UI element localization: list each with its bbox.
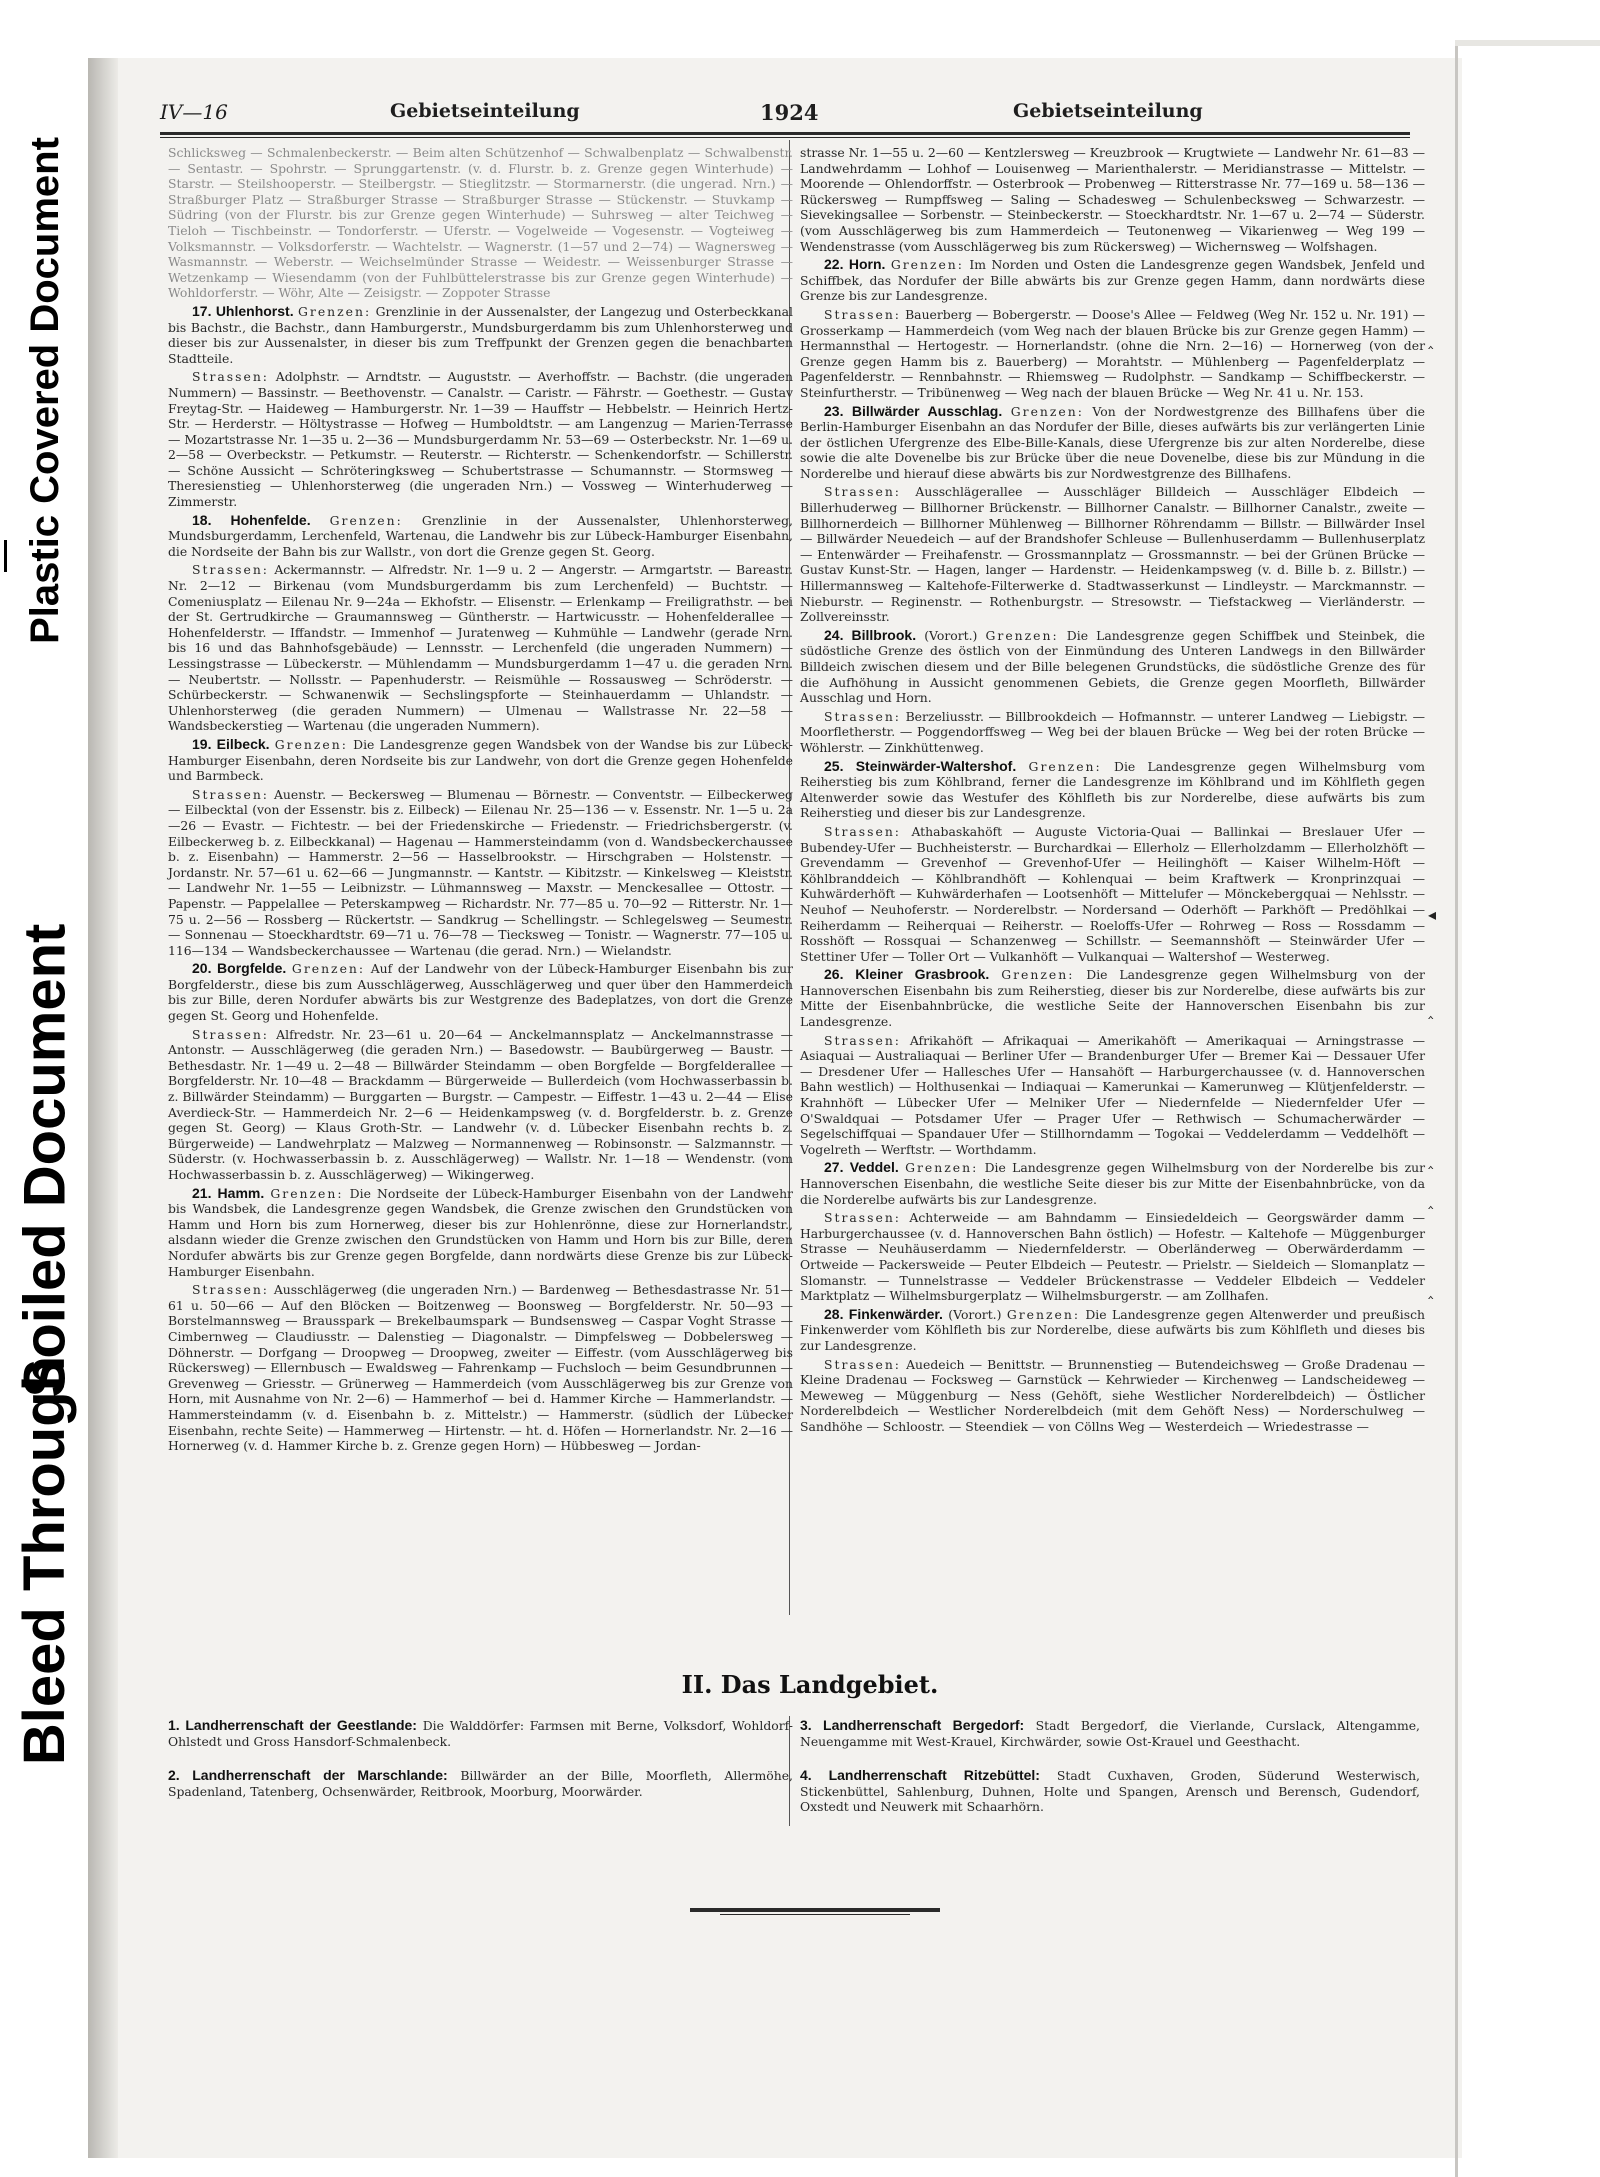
boundary-text: Die Landesgrenze gegen Altenwerder und preußisch Finkenwerder vom Köhlfleth bis zur Norderelbe, diese aufwärts bis zum Köhlfleth und dieses bis zur Landesgrenze. (800, 1306, 1425, 1353)
strassen-label: Strassen: (824, 1210, 901, 1226)
soiled-document-label: Soiled Document (12, 923, 78, 1397)
district-18 (168, 513, 793, 560)
streets-19 (168, 787, 793, 959)
header-rule-thin (160, 137, 1410, 138)
landherrenschaft-name: 2. Landherrenschaft der Marschlande: (168, 1767, 448, 1783)
street-list: Ausschlägerweg (die ungeraden Nrn.) — Bardenweg — Bethesdastrasse Nr. 51—61 u. 50—66 — Auf den Blöcken — Boitzenweg — Boonsweg — Borgfelderstr. Nr. 50—93 — Borstelmannsweg — Brausspark — Brekelbaumspark — Bundsensweg — Caspar Voght Strasse — Cimbernweg — Claudiusstr. — Dalenstieg — Diagonalstr. — Dimpfelsweg — Dobbelersweg — Döhnerstr. — Dorfgang — Droopweg — Droopweg, zweiter — Eiffestr. (vom Ausschlägerweg bis Rückersweg) — Ellernbusch — Ewaldsweg — Fahrenkamp — Fuchsloch — beim Gesundbrunnen — Grevenweg — Griesstr. — Grünerweg — Hammerdeich (vom Ausschlägerweg bis zur Grenze von Horn, mit Ausnahme von Nr. 2—6) — Hammerhof — bei d. Hammer Kirche — Hammerlandstr. — Hammersteindamm (v. d. Eisenbahn b. z. Mittelstr.) — Hammerstr. (südlich der Lübecker Eisenbahn, rechte Seite) — Hammerweg — Hirtenstr. — ht. d. Höfen — Hornerlandstr. Nr. 2—16 — Hornerweg (v. d. Hammer Kirche b. z. Grenze gegen Horn) — Hübbesweg — Jordan- (168, 1282, 793, 1454)
page-header (160, 100, 1410, 132)
margin-mark: ‸ (1428, 330, 1434, 349)
closing-rule-thin (720, 1914, 910, 1915)
margin-mark: ‸ (1428, 1150, 1434, 1169)
right-column (800, 145, 1425, 1615)
street-list: Alfredstr. Nr. 23—61 u. 20—64 — Anckelmannsplatz — Anckelmannstrasse — Antonstr. — Ausschlägerweg (die geraden Nrn.) — Basedowstr. — Baubürgerweg — Baustr. — Bethesdastr. Nr. 1—49 u. 2—48 — Billwärder Steindamm — oben Borgfelde — Borgfelderallee — Borgfelderstr. Nr. 10—48 — Brackdamm — Bürgerweide — Bullerdeich (vom Hochwasserbassin b. z. Billwärder Steindamm) — Burggarten — Burgstr. — Campestr. — Eiffestr. 1—43 u. 2—44 — Elise Averdieck-Str. — Hammerdeich Nr. 2—6 — Heidenkampsweg (v. d. Borgfelderstr. b. z. Grenze gegen St. Georg) — Klaus Groth-Str. — Landwehr (v. d. Lübecker Eisenbahn rechts b. z. Bürgerweide) — Landwehrplatz — Malzweg — Normannenweg — Robinsonstr. — Salzmannstr. — Süderstr. (v. Hochwasserbassin b. z. Ausschlägerweg) — Wallstr. Nr. 1—18 — Wendenstr. (vom Hochwasserbassin b. z. Ausschlägerweg) — Wikingerweg. (168, 1026, 793, 1182)
section-title: II. Das Landgebiet. (681, 1670, 939, 1699)
district-name: 25. Steinwärder-Waltershof. (824, 757, 1017, 774)
closing-rule (690, 1908, 940, 1912)
boundary-text: Die Landesgrenze gegen Schiffbek und Steinbek, die südöstliche Grenze des östlich von der Einmündung des Unteren Landwegs in den Billwärder Billdeich zwischen diesem und der Bille belegenen Grundstücks, die südöstliche Grenze des für die Aufhöhung in Aussicht genommenen Gebiets, die Grenze gegen Moorfleth, Billwärder Ausschlag und Horn. (800, 627, 1425, 706)
strassen-label: Strassen: (824, 306, 901, 322)
district-17 (168, 304, 793, 366)
boundary-text: Von der Nordwestgrenze des Billhafens über die Berlin-Hamburger Eisenbahn an das Nordufer der Bille, dieses aufwärts bis zur verlängerten Linie der östlichen Ufergrenze des Elbe-Bille-Kanals, diese Ufergrenze bis zur alten Norderelbe, diese sowie die alte Dovenelbe bis zur Brücke über die neue Dovenelbe, diese bis zur Mündung in die Norderelbe und hierauf diese abwärts bis zur Nordwestgrenze des Billhafens. (800, 403, 1425, 481)
landherrenschaft-2 (168, 1768, 793, 1799)
grenzen-label: Grenzen: (985, 627, 1059, 643)
grenzen-label: Grenzen: (1006, 1306, 1080, 1322)
district-24 (800, 628, 1425, 706)
street-list: Achterweide — am Bahndamm — Einsiedeldeich — Georgswärder damm — Harburgerchaussee (v. d. Hannoverschen Bahn östlich) — Hofestr. — Kaltehofe — Müggenburger Strasse — Neuhäuserdamm — Niedernfelderstr. — Oberländerweg — Oberwärderdamm — Ortweide — Packersweide — Peuter Elbdeich — Peutestr. — Prielstr. — Sieldeich — Slomanplatz — Slomanstr. — Tunnelstrasse — Veddeler Brückenstrasse — Veddeler Elbdeich — Veddeler Marktplatz — Wilhelmsburgerplatz — Wilhelmsburgerstr. — am Zollhafen. (800, 1210, 1425, 1304)
year: 1924 (760, 100, 819, 125)
street-list: Auedeich — Benittstr. — Brunnenstieg — Butendeichsweg — Große Dradenau — Kleine Dradenau — Focksweg — Garnstück — Kehrwieder — Kirchenweg — Landscheideweg — Meweweg — Müggenburg — Ness (Gehöft, siehe Westlicher Norderelbdeich) — Östlicher Norderelbdeich — Westlicher Norderelbdeich (mit dem Gehöft Ness) — Norderschulweg — Sandhöhe — Schloostr. — Steendiek — von Cöllns Weg — Westerdeich — Wriedestrasse — (800, 1356, 1425, 1434)
strassen-label: Strassen: (824, 1356, 901, 1372)
district-name: 24. Billbrook. (824, 626, 917, 643)
streets-25 (800, 824, 1425, 964)
left-column (168, 145, 793, 1615)
strassen-label: Strassen: (824, 484, 901, 500)
streets-24 (800, 709, 1425, 756)
street-list: Berzeliusstr. — Billbrookdeich — Hofmannstr. — unterer Landweg — Liebigstr. — Moorfletherstr. — Poggendorffsweg — Weg bei der blauen Brücke — Weg bei der roten Brücke — Wöhlerstr. — Zinkhüttenweg. (800, 708, 1425, 755)
district-name: 22. Horn. (824, 256, 886, 273)
grenzen-label: Grenzen: (890, 257, 964, 273)
district-19 (168, 737, 793, 784)
strassen-label: Strassen: (192, 562, 269, 578)
margin-mark: ‸ (1428, 1280, 1434, 1299)
strassen-label: Strassen: (824, 823, 901, 839)
street-list: Ackermannstr. — Alfredstr. Nr. 1—9 u. 2 — Angerstr. — Armgartstr. — Bareastr. Nr. 2—12 — Birkenau (vom Mundsburgerdamm bis zum Lerchenfeld) — Buchtstr. — Comeniusplatz — Eilenau Nr. 9—24a — Ekhofstr. — Elisenstr. — Erlenkamp — Freiligrathstr. — bei der St. Gertrudkirche — Graumannsweg — Güntherstr. — Hartwicusstr. — Hohenfelderallee — Hohenfelderstr. — Iffandstr. — Immenhof — Juratenweg — Kuhmühle — Landwehr (gerade Nrn. bis 16 und das Bahnhofsgebäude) — Lennsstr. — Lerchenfeld (die ungeraden Nummern) — Lessingstrasse — Lübeckerstr. — Mühlendamm — Mundsburgerdamm 1—47 u. die geraden Nrn. — Neubertstr. — Nollsstr. — Papenhuderstr. — Reismühle — Rossausweg — Schröderstr. — Schürbeckerstr. — Schwanenwik — Sechslingspforte — Steinhauerdamm — Uhlandstr. — Uhlenhorsterweg (die geraden Nummern) — Ulmenau — Wallstrasse Nr. 22—58 — Wandsbeckerstieg — Wartenau (die ungeraden Nummern). (168, 562, 793, 734)
district-name: 26. Kleiner Grasbrook. (824, 966, 990, 983)
district-name: 21. Hamm. (192, 1184, 265, 1201)
district-23 (800, 404, 1425, 482)
grenzen-label: Grenzen: (270, 1185, 344, 1201)
street-list: Adolphstr. — Arndtstr. — Auguststr. — Averhoffstr. — Bachstr. (die ungeraden Nummern) — Bassinstr. — Beethovenstr. — Canalstr. — Caristr. — Fährstr. — Goethestr. — Gustav Freytag-Str. — Haideweg — Hamburgerstr. Nr. 1—39 — Hauffstr — Hebbelstr. — Heinrich Hertz-Str. — Herderstr. — Höltystrasse — Hofweg — Humboldtstr. — am Langenzug — Marien-Terrasse — Mozartstrasse Nr. 1—35 u. 2—36 — Mundsburgerdamm Nr. 53—69 — Osterbeckstr. Nr. 1—69 u. 2—58 — Overbeckstr. — Petkumstr. — Reuterstr. — Richterstr. — Schenkendorfstr. — Schillerstr. — Schöne Aussicht — Schröteringksweg — Schubertstrasse — Schumannstr. — Stormsweg — Theresienstieg — Uhlenhorsterweg (die ungeraden Nrn.) — Vossweg — Winterhuderweg — Zimmerstr. (168, 369, 793, 510)
streets-28 (800, 1357, 1425, 1435)
page-edge-top (1455, 40, 1600, 46)
landherrenschaft-text: Billwärder an der Bille, Moorfleth, Allermöhe, Spadenland, Tatenberg, Ochsenwärder, Reitbrook, Moorburg, Moorwärder. (168, 1768, 793, 1799)
page-number: IV—16 (160, 100, 228, 124)
streets-18 (168, 562, 793, 734)
district-28 (800, 1307, 1425, 1354)
grenzen-label: Grenzen: (1010, 403, 1084, 419)
strassen-label: Strassen: (192, 1282, 269, 1298)
boundary-text: Grenzlinie in der Aussenalster, Uhlenhorsterweg, Mundsburgerdamm, Lerchenfeld, Wartenau, die Landwehr bis zur Lübeck-Hamburger Eisenbahn, die Nordseite der Bahn bis zur Wallstr., von dort die Grenze gegen St. Georg. (168, 512, 793, 559)
grenzen-label: Grenzen: (905, 1160, 979, 1176)
boundary-text: Grenzlinie in der Aussenalster, der Langezug und Osterbeckkanal bis Bachstr., die Bachstr., dann Hamburgerstr., Mundsburgerdamm bis zum Uhlenhorsterweg und dieser bis zur Aussenalster, in dieser bis zum Treffpunkt der Grenzen gegen die benachbarten Stadtteile. (168, 303, 793, 366)
street-list: Auenstr. — Beckersweg — Blumenau — Börnestr. — Conventstr. — Eilbeckerweg — Eilbecktal (von der Essenstr. bis z. Eilbeck) — Eilenau Nr. 25—136 — v. Essenstr. Nr. 1—5 u. 2a—26 — Evastr. — Fichtestr. — bei der Friedenskirche — Friedenstr. — Friedrichsbergerstr. (v. Eilbeckerweg b. z. Eilbeckkanal) — Hagenau — Hammersteindamm (von d. Wandsbeckerchaussee b. z. Eisenbahn) — Hammerstr. 2—56 — Hasselbrookstr. — Hirschgraben — Holstenstr. — Jordanstr. Nr. 57—61 u. 62—66 — Jungmannstr. — Kantstr. — Kibitzstr. — Kinkelsweg — Kleiststr. — Landwehr Nr. 1—55 — Leibnizstr. — Lühmannsweg — Maxstr. — Menckesallee — Ottostr. — Papenstr. — Pappelallee — Peterskampweg — Richardstr. Nr. 77—85 u. 70—92 — Ritterstr. Nr. 1—75 u. 2—56 — Rossberg — Rückertstr. — Sandkrug — Schellingstr. — Schlegelsweg — Seumestr. — Sonnenau — Stoeckhardtstr. 69—71 u. 76—78 — Tiecksweg — Tonistr. — Wagnerstr. 77—105 u. 116—134 — Wandsbeckerchaussee — Wartenau (die gerad. Nrn.) — Wielandstr. (168, 786, 793, 958)
continued-street-list: strasse Nr. 1—55 u. 2—60 — Kentzlersweg — Kreuzbrook — Krugtwiete — Landwehr Nr. 61—83 — Landwehrdamm — Lohhof — Louisenweg — Marienthalerstr. — Meridianstrasse — Mittelstr. — Moorende — Ohlendorffstr. — Osterbrook — Probenweg — Ritterstrasse Nr. 77—169 u. 58—136 — Rückersweg — Rumpffsweg — Saling — Schadesweg — Schulenbecksweg — Schwarzestr. — Sievekingsallee — Sorbenstr. — Steinbeckerstr. — Stoeckhardtstr. Nr. 1—67 u. 2—74 — Süderstr. (vom Ausschlägerweg bis zum Hammerdeich — Teutonenweg — Vikarienweg — Weg 199 — Wendenstrasse (vom Ausschlägerweg bis zum Rückersweg) — Wichernsweg — Wolfshagen. (800, 145, 1425, 254)
boundary-text: Die Landesgrenze gegen Wilhelmsburg von der Norderelbe bis zur Hannoverschen Eisenbahn, die westliche Seite dieser bis zur Mitte der Eisenbahnbrücke, von da die Norderelbe aufwärts bis zur Landesgrenze. (800, 1160, 1425, 1207)
district-name: 20. Borgfelde. (192, 960, 287, 977)
street-list: Ausschlägerallee — Ausschläger Billdeich — Ausschläger Elbdeich — Billerhuderweg — Billhorner Brückenstr. — Billhorner Canalstr. — Billhorner Canalstr., zweite — Billhornerdeich — Billhorner Mühlenweg — Billhorner Röhrendamm — Billstr. — Billwärder Insel — Billwärder Neuedeich — auf der Brandshofer Schleuse — Bullenhuserdamm — Bullenhuserplatz — Entenwärder — Freihafenstr. — Grossmannplatz — Grossmannstr. — bei der Grünen Brücke — Gustav Kunst-Str. — Hagen, langer — Hardenstr. — Heidenkampsweg (v. d. Bille b. z. Billstr.) — Hillermannsweg — Kaltehofe-Filterwerke d. Stadtwasserkunst — Lindleystr. — Marckmannstr. — Nieburstr. — Reginenstr. — Rothenburgstr. — Stresowstr. — Tiefstackweg — Vierländerstr. — Zollvereinsstr. (800, 484, 1425, 625)
streets-23 (800, 484, 1425, 624)
district-suffix: (Vorort.) (948, 1306, 1002, 1322)
street-list: Athabaskahöft — Auguste Victoria-Quai — Ballinkai — Breslauer Ufer — Bubendey-Ufer — Buchheisterstr. — Burchardkai — Ellerholz — Ellerholzdamm — Ellerholzhöft — Grevendamm — Grevenhof — Grevenhof-Ufer — Heilinghöft — Kaiser Wilhelm-Höft — Köhlbranddeich — Köhlbrandhöft — Kohlenquai — beim Kraftwerk — Kronprinzquai — Kuhwärderhöft — Kuhwärderhafen — Lootsenhöft — Mittelufer — Mönckebergquai — Nehlsstr. — Neuhof — Neuhoferstr. — Norderelbstr. — Nordersand — Oderhöft — Parkhöft — Predöhlkai — Reiherdamm — Reiherquai — Reiherstr. — Roeloffs-Ufer — Rohrweg — Ross — Rossdamm — Rosshöft — Rossquai — Schanzenweg — Schillstr. — Seemannshöft — Steinwärder Ufer — Stettiner Ufer — Toller Ort — Vulkanhöft — Vulkanquai — Waltershof — Westerweg. (800, 823, 1425, 964)
streets-20 (168, 1027, 793, 1183)
grenzen-label: Grenzen: (329, 512, 403, 528)
district-26 (800, 967, 1425, 1029)
street-list: Bauerberg — Bobergerstr. — Doose's Allee — Feldweg (Weg Nr. 152 u. Nr. 191) — Grosserkamp — Hammerdeich (vom Weg nach der blauen Brücke bis zur Grenze gegen Hamm) — Hermannsthal — Hertogestr. — Hornerlandstr. (ohne die Nrn. 2—16) — Hornerweg (von der Grenze gegen Hamm bis z. Bauerberg) — Morahtstr. — Mühlenberg — Pagenfelderplatz — Pagenfelderstr. — Rennbahnstr. — Rhiemsweg — Rudolphstr. — Sandkamp — Schiffbeckerstr. — Steinfurtherstr. — Tribünenweg — Weg nach der blauen Brücke — Weg Nr. 41 u. Nr. 153. (800, 306, 1425, 400)
streets-21 (168, 1282, 793, 1454)
grenzen-label: Grenzen: (1028, 758, 1102, 774)
landherrenschaft-3 (800, 1718, 1420, 1749)
district-20 (168, 961, 793, 1023)
strassen-label: Strassen: (824, 708, 901, 724)
landherrenschaft-1 (168, 1718, 793, 1749)
street-list: Afrikahöft — Afrikaquai — Amerikahöft — Amerikaquai — Arningstrasse — Asiaquai — Australiaquai — Berliner Ufer — Brandenburger Ufer — Bremer Kai — Dessauer Ufer — Dresdener Ufer — Hallesches Ufer — Hansahöft — Harburgerchaussee (v. d. Hannoverschen Bahn westlich) — Holthusenkai — Indiaquai — Kamerunkai — Kamerunweg — Klütjenfelderstr. — Krahnhöft — Lübecker Ufer — Melniker Ufer — Niedernfelde — Niedernfelder Ufer — O'Swaldquai — Potsdamer Ufer — Prager Ufer — Rethwisch — Schumacherwärder — Segelschiffquai — Spandauer Ufer — Stillhorndamm — Togokai — Veddelerdamm — Veddelhöft — Vogelreth — Werftstr. — Worthdamm. (800, 1032, 1425, 1157)
grenzen-label: Grenzen: (298, 303, 372, 319)
strassen-label: Strassen: (192, 786, 269, 802)
page-binding-shadow (88, 58, 118, 2158)
district-22 (800, 257, 1425, 304)
landherrenschaft-4 (800, 1768, 1420, 1815)
boundary-text: Die Landesgrenze gegen Wandsbek von der Wandse bis zur Lübeck-Hamburger Eisenbahn, deren Nordseite bis zur Landwehr, von dort die Grenze gegen Hohenfelde und Barmbeck. (168, 736, 793, 784)
margin-mark: ‸ (1428, 1190, 1434, 1209)
grenzen-label: Grenzen: (1001, 967, 1075, 983)
district-name: 19. Eilbeck. (192, 735, 270, 752)
margin-mark: ‸ (1428, 1000, 1434, 1019)
district-25 (800, 759, 1425, 821)
streets-22 (800, 307, 1425, 401)
streets-17 (168, 369, 793, 509)
district-name: 27. Veddel. (824, 1159, 899, 1176)
grenzen-label: Grenzen: (291, 961, 366, 977)
page-edge-right (1455, 40, 1458, 2177)
streets-27 (800, 1210, 1425, 1304)
district-name: 28. Finkenwärder. (824, 1305, 943, 1322)
district-name: 23. Billwärder Ausschlag. (824, 402, 1003, 419)
boundary-text: Die Nordseite der Lübeck-Hamburger Eisenbahn von der Landwehr bis Wandsbek, die Landesgrenze gegen Wandsbek, die Grenze zwischen den Grundstücken von Hamm und Horn bis zum Hornerweg, dieser bis zur Hohlenrönne, diese zur Hornerlandstr., alsdann wieder die Grenze zwischen den Grundstücken von Hamm und Horn bis zur Bille, deren Nordufer abwärts bis zur Grenze gegen Borgfelde, dann nordwärts diese Grenze bis zur Lübeck-Hamburger Eisenbahn. (168, 1185, 793, 1279)
strassen-label: Strassen: (824, 1032, 901, 1048)
district-name: 18. Hohenfelde. (192, 511, 311, 528)
grenzen-label: Grenzen: (274, 736, 348, 752)
district-name: 17. Uhlenhorst. (192, 302, 294, 319)
running-title-left: Gebietseinteilung (390, 100, 580, 122)
boundary-text: Im Norden und Osten die Landesgrenze gegen Wandsbek, Jenfeld und Schiffbek, das Nordufer der Bille abwärts bis zur Grenze gegen Hamm, dann nordwärts diese Grenze bis zur Landesgrenze. (800, 257, 1425, 304)
tick-mark (4, 540, 7, 572)
strassen-label: Strassen: (192, 1026, 269, 1042)
landherrenschaft-text: Stadt Cuxhaven, Groden, Süderund Westerwisch, Stickenbüttel, Sahlenburg, Duhnen, Holte und Spangen, Arensch und Berensch, Gudendorf, Oxstedt und Neuwerk mit Schaarhörn. (800, 1768, 1420, 1815)
running-title-right: Gebietseinteilung (1013, 100, 1203, 122)
margin-mark: ◂ (1428, 905, 1437, 924)
boundary-text: Die Landesgrenze gegen Wilhelmsburg vom Reiherstieg bis zum Köhlbrand, ferner die Landesgrenze im Köhlbrand und im Köhlfleth gegen Altenwerder sowie das Westufer des Köhlfleth bis zur Norderelbe, diese aufwärts bis zum Reiherstieg und dieser bis zur Landesgrenze. (800, 758, 1426, 821)
strassen-label: Strassen: (192, 369, 269, 385)
district-27 (800, 1160, 1425, 1207)
landherrenschaft-name: 4. Landherrenschaft Ritzebüttel: (800, 1767, 1040, 1783)
continued-street-list: Schlicksweg — Schmalenbeckerstr. — Beim alten Schützenhof — Schwalbenplatz — Schwalbenstr. — Sentastr. — Spohrstr. — Sprunggartenstr. (v. d. Flurstr. b. z. Grenze gegen Winterhude) — Starstr. — Steilshooperstr. — Steilbergstr. — Stieglitzstr. — Stormarnerstr. (die ungerad. Nrn.) — Straßburger Platz — Straßburger Strasse — Straßburger Strasse — Stückenstr. — Stuvkamp — Südring (von der Flurstr. bis zur Grenze gegen Winterhude) — Suhrsweg — alter Teichweg — Tieloh — Tischbeinstr. — Tondorferstr. — Uferstr. — Vogelweide — Vogesenstr. — Vogteiweg — Volksmannstr. — Volksdorferstr. — Wachtelstr. — Wagnerstr. (1—57 und 2—74) — Wagnersweg — Wasmannstr. — Weberstr. — Weichselmünder Strasse — Weidestr. — Weissenburger Strasse — Wetzenkamp — Wiesendamm (von der Fuhlbüttelerstrasse bis zur Grenze gegen Winterhude) — Wohldorferstr. — Wöhr, Alte — Zeisigstr. — Zoppoter Strasse (168, 145, 793, 301)
landherrenschaft-name: 1. Landherrenschaft der Geestlande: (168, 1717, 417, 1733)
landherrenschaft-text: Die Walddörfer: Farmsen mit Berne, Volksdorf, Wohldorf-Ohlstedt und Gross Hansdorf-Schmalenbeck. (168, 1718, 793, 1749)
district-21 (168, 1186, 793, 1280)
header-rule (160, 132, 1410, 135)
streets-26 (800, 1033, 1425, 1158)
landherrenschaft-name: 3. Landherrenschaft Bergedorf: (800, 1717, 1025, 1733)
plastic-covered-label: Plastic Covered Document (22, 136, 67, 644)
district-suffix: (Vorort.) (924, 627, 978, 643)
boundary-text: Die Landesgrenze gegen Wilhelmsburg von der Hannoverschen Eisenbahn bis zum Reiherstieg, dieser bis zur Norderelbe, diese aufwärts bis zur Mitte der Eisenbahnbrücke, die westliche Seite der Hannoverschen Eisenbahn bis zur Landesgrenze. (800, 967, 1425, 1030)
landherrenschaft-text: Stadt Bergedorf, die Vierlande, Curslack, Altengamme, Neuengamme mit West-Krauel, Kirchwärder, sowie Ost-Krauel und Geesthacht. (800, 1718, 1420, 1749)
bleed-through-label: Bleed Through (12, 1355, 78, 1765)
boundary-text: Auf der Landwehr von der Lübeck-Hamburger Eisenbahn bis zur Borgfelderstr., diese bis zum Ausschlägerweg, Ausschlägerweg und quer über den Hammerdeich bis zur Bille, deren Nordufer abwärts bis zur Westgrenze des Badeplatzes, von dort die Grenze gegen St. Georg und Hohenfelde. (168, 961, 793, 1024)
